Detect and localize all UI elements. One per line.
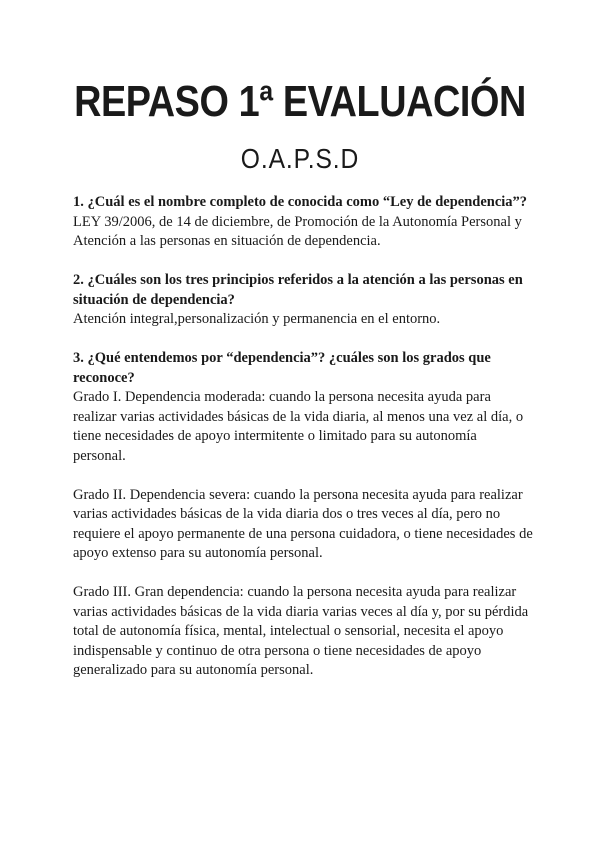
page-title: REPASO 1ª EVALUACIÓN	[74, 77, 526, 126]
page-subtitle: O.A.P.S.D	[240, 143, 360, 174]
question-text: 2. ¿Cuáles son los tres principios referidos a la atención a las personas en situación de dependencia?	[73, 272, 523, 308]
spacer	[73, 252, 533, 272]
spacer	[73, 564, 533, 584]
question-block	[73, 349, 533, 681]
answer-text: Grado I. Dependencia moderada: cuando la persona necesita ayuda para realizar varias actividades básicas de la vida diaria, al menos una vez al día, o tiene necesidades de apoyo intermitente o limitado para su autonomía personal.	[73, 389, 524, 464]
spacer	[73, 466, 533, 486]
answer-text: Atención integral,personalización y permanencia en el entorno.	[73, 311, 441, 327]
question-block	[73, 271, 533, 330]
questions-section	[73, 193, 533, 681]
answer-text: Grado III. Gran dependencia: cuando la persona necesita ayuda para realizar varias actividades básicas de la vida diaria varias veces al día y, por su pérdida total de autonomía física, mental, intelectual o sensorial, necesita el apoyo indispensable y continuo de otra persona o tiene necesidades de apoyo generalizado para su autonomía personal.	[73, 584, 529, 678]
answer-text: Grado II. Dependencia severa: cuando la persona necesita ayuda para realizar varias actividades básicas de la vida diaria dos o tres veces al día, pero no requiere el apoyo permanente de una persona cuidadora, o tiene necesidades de apoyo extenso para su autonomía personal.	[73, 486, 533, 561]
spacer	[73, 330, 533, 350]
question-text: 1. ¿Cuál es el nombre completo de conocida como “Ley de dependencia”?	[73, 194, 528, 210]
question-block	[73, 193, 533, 252]
answer-text: LEY 39/2006, de 14 de diciembre, de Promoción de la Autonomía Personal y Atención a las personas en situación de dependencia.	[73, 213, 522, 249]
question-text: 3. ¿Qué entendemos por “dependencia”? ¿cuáles son los grados que reconoce?	[73, 350, 491, 386]
